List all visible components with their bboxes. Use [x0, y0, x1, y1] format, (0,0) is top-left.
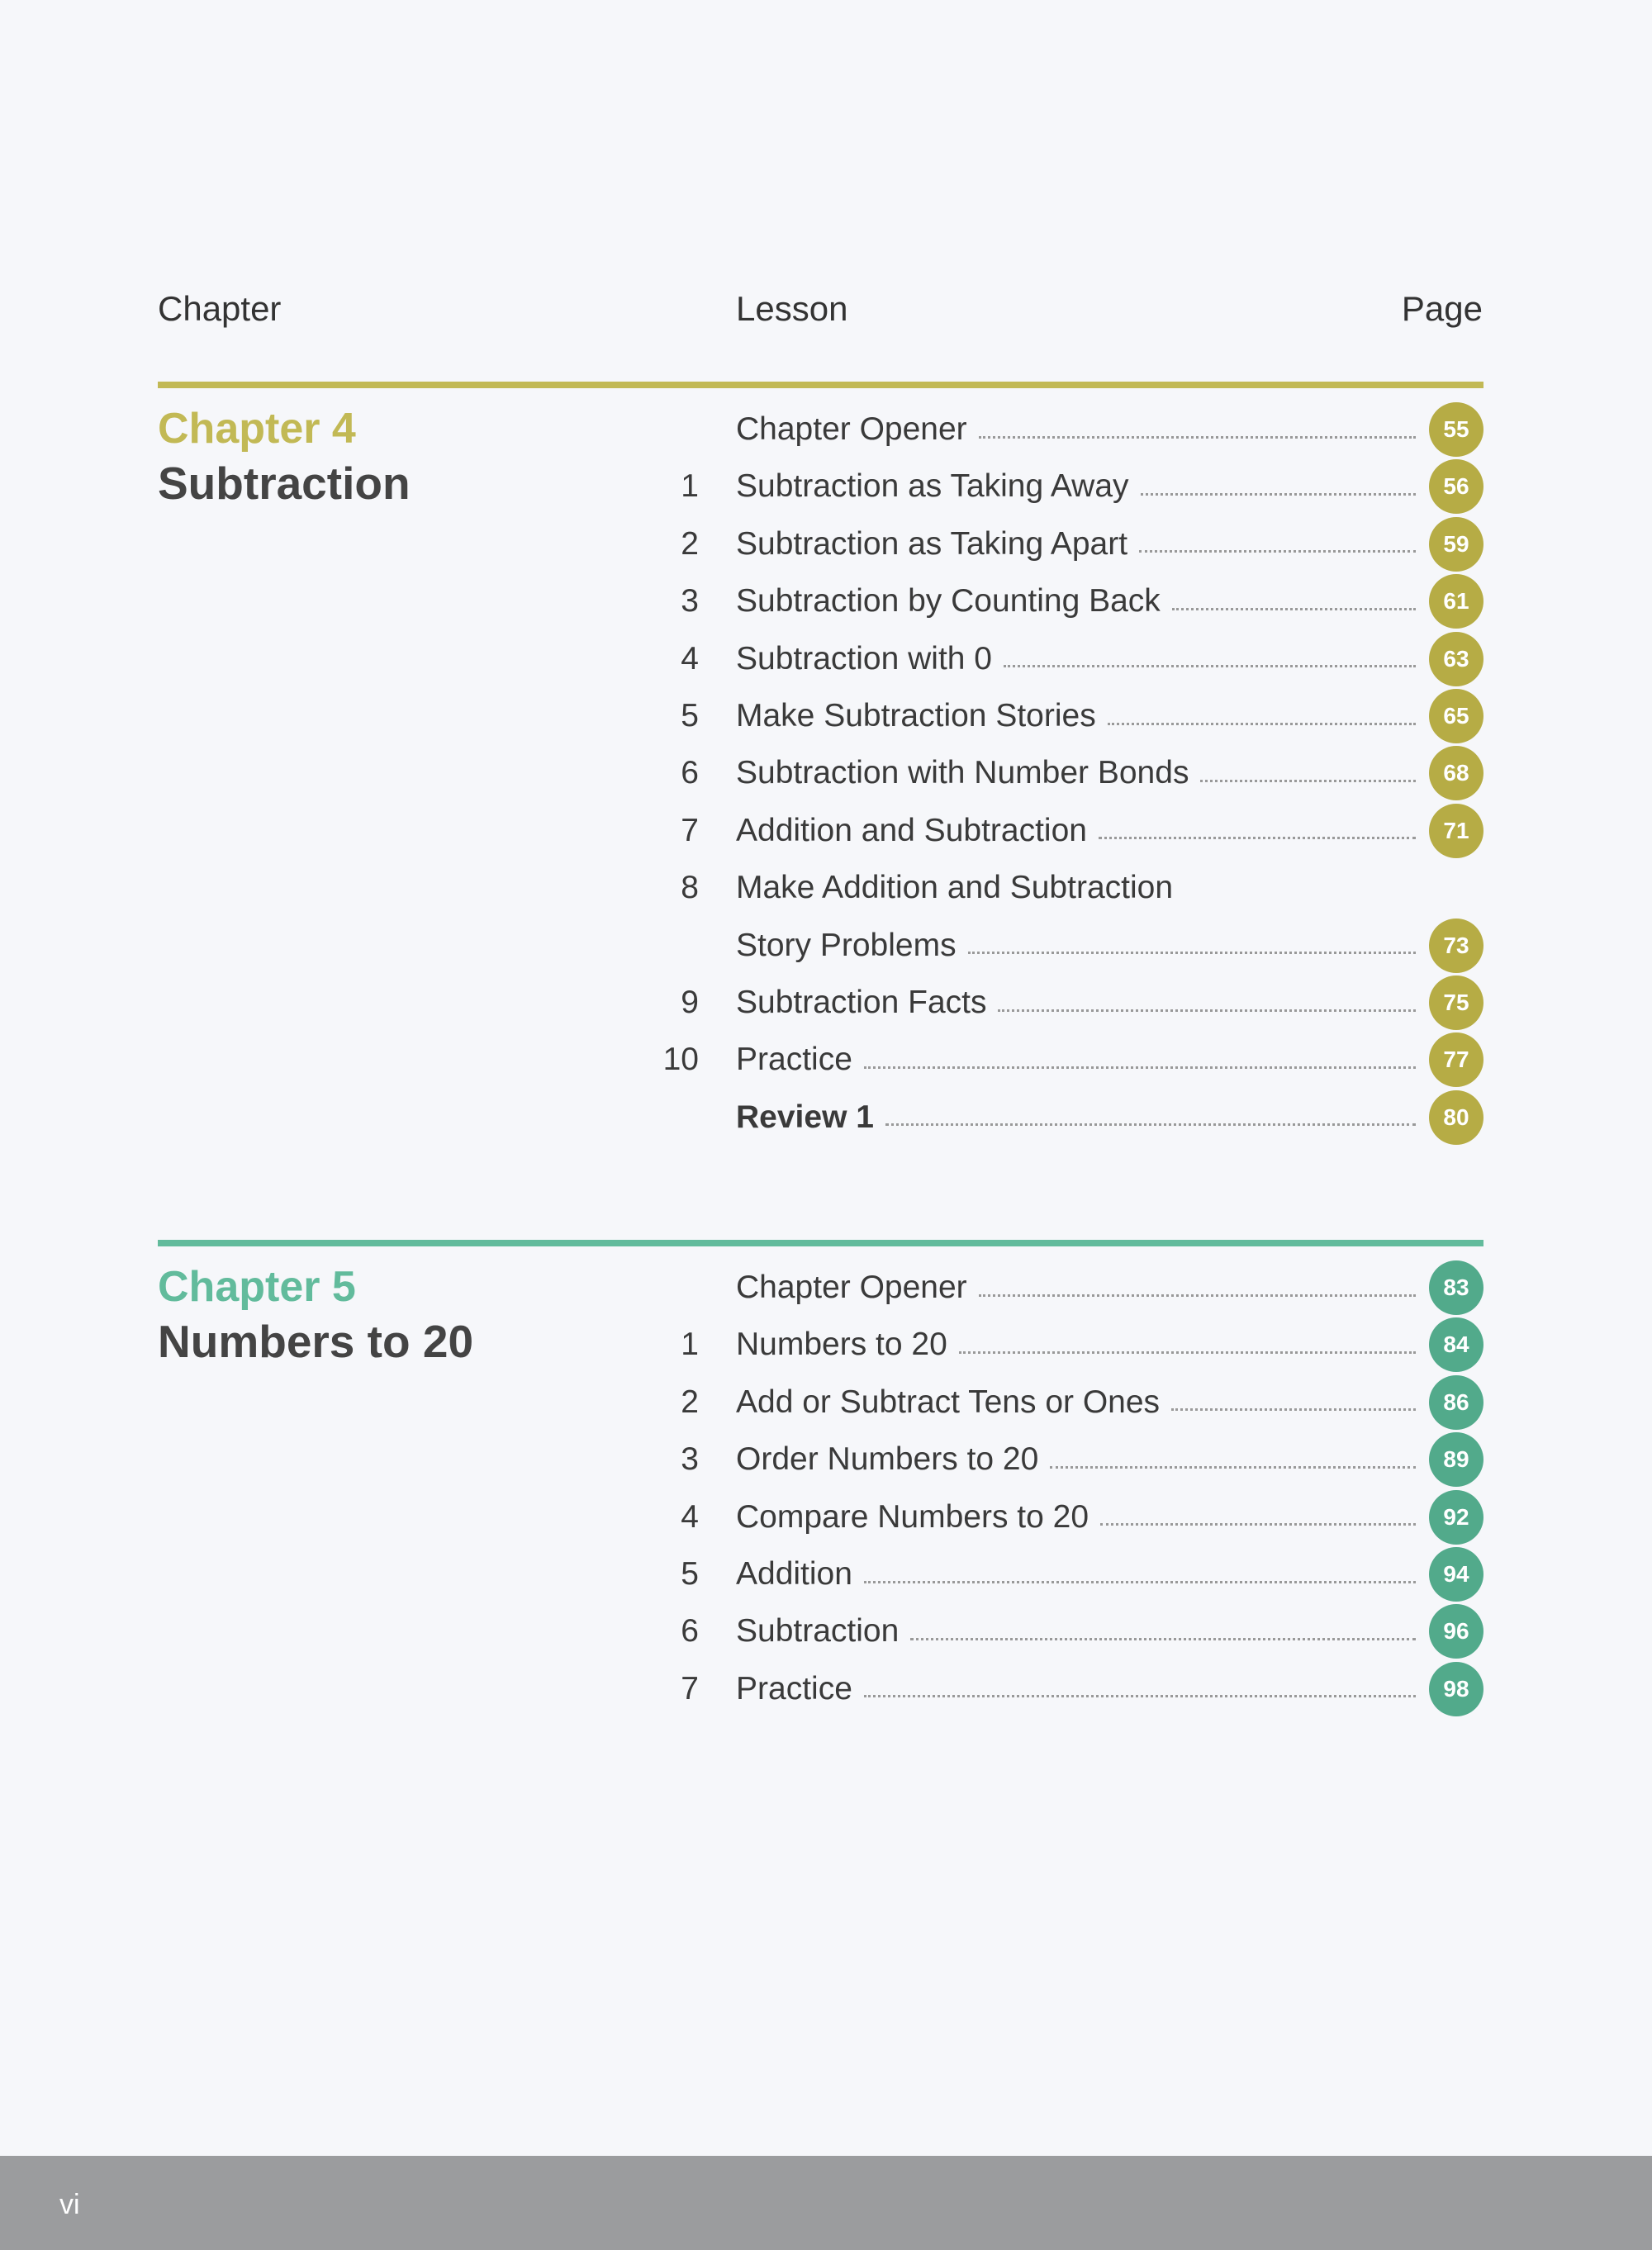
- page-number: vi: [59, 2189, 80, 2220]
- lesson-title: Subtraction with 0: [736, 640, 993, 676]
- chapter-divider: [158, 382, 1483, 388]
- lesson-row[interactable]: [661, 861, 1483, 915]
- lesson-row[interactable]: [661, 919, 1483, 973]
- page-badge: 96: [1429, 1604, 1483, 1659]
- column-header-page: Page: [1401, 289, 1483, 328]
- lesson-number: 6: [681, 1613, 699, 1650]
- dot-leader: [1172, 608, 1416, 610]
- lesson-title: Numbers to 20: [736, 1327, 947, 1363]
- page-badge: 94: [1429, 1547, 1483, 1602]
- lesson-title: Make Subtraction Stories: [736, 698, 1096, 733]
- lesson-row[interactable]: [661, 459, 1483, 514]
- lesson-title: Subtraction by Counting Back: [736, 583, 1161, 619]
- lesson-number: 4: [681, 640, 699, 676]
- lesson-number: 2: [681, 525, 699, 562]
- lesson-row[interactable]: [661, 1090, 1483, 1145]
- dot-leader: [1139, 550, 1416, 553]
- lesson-row[interactable]: [661, 574, 1483, 629]
- page-badge: 61: [1429, 574, 1483, 629]
- lesson-title: Practice: [736, 1042, 852, 1078]
- lesson-title: Chapter Opener: [736, 1270, 967, 1305]
- dot-leader: [979, 436, 1416, 439]
- lesson-row[interactable]: [661, 746, 1483, 800]
- column-header-lesson: Lesson: [736, 289, 848, 328]
- lesson-number: 7: [681, 1670, 699, 1706]
- lesson-number: 3: [681, 1441, 699, 1478]
- dot-leader: [910, 1638, 1416, 1640]
- lesson-row[interactable]: [661, 1490, 1483, 1545]
- lesson-number: 1: [681, 1327, 699, 1363]
- lesson-number: 4: [681, 1498, 699, 1535]
- lesson-title: Subtraction as Taking Away: [736, 468, 1129, 505]
- dot-leader: [864, 1066, 1416, 1069]
- lesson-number: 7: [681, 812, 699, 848]
- lesson-title: Order Numbers to 20: [736, 1441, 1039, 1478]
- lesson-row[interactable]: [661, 1375, 1483, 1430]
- lesson-number: 10: [662, 1042, 699, 1078]
- lesson-title: Subtraction as Taking Apart: [736, 525, 1128, 562]
- chapter-divider: [158, 1240, 1483, 1246]
- lesson-row[interactable]: [661, 1032, 1483, 1087]
- dot-leader: [968, 952, 1416, 954]
- lesson-number: 8: [681, 870, 699, 906]
- lesson-number: 6: [681, 755, 699, 791]
- lesson-title: Subtraction Facts: [736, 985, 987, 1020]
- dot-leader: [885, 1123, 1416, 1126]
- lesson-row[interactable]: [661, 1317, 1483, 1372]
- lesson-row[interactable]: [661, 402, 1483, 457]
- page-badge: 59: [1429, 517, 1483, 572]
- dot-leader: [1200, 780, 1416, 782]
- chapter-title: Numbers to 20: [158, 1316, 474, 1367]
- dot-leader: [998, 1009, 1416, 1012]
- lesson-title: Review 1: [736, 1099, 874, 1135]
- chapter-title: Subtraction: [158, 458, 411, 509]
- lesson-row[interactable]: [661, 1604, 1483, 1659]
- lesson-row[interactable]: [661, 1662, 1483, 1716]
- lesson-row[interactable]: [661, 804, 1483, 858]
- lesson-title: Practice: [736, 1670, 852, 1706]
- page-badge: 55: [1429, 402, 1483, 457]
- lesson-number: 9: [681, 985, 699, 1020]
- lesson-title: Subtraction: [736, 1613, 900, 1650]
- dot-leader: [1099, 837, 1416, 839]
- lesson-title: Addition and Subtraction: [736, 812, 1087, 848]
- page-badge: 65: [1429, 689, 1483, 743]
- lesson-number: 1: [681, 468, 699, 505]
- lesson-row[interactable]: [661, 517, 1483, 572]
- lesson-row[interactable]: [661, 1432, 1483, 1487]
- page-badge: 73: [1429, 919, 1483, 973]
- page-badge: 75: [1429, 975, 1483, 1030]
- dot-leader: [864, 1695, 1416, 1697]
- dot-leader: [1004, 665, 1416, 667]
- page-badge: 89: [1429, 1432, 1483, 1487]
- page-badge: 68: [1429, 746, 1483, 800]
- page-badge: 86: [1429, 1375, 1483, 1430]
- page-footer: [0, 2156, 1652, 2250]
- lesson-title: Subtraction with Number Bonds: [736, 755, 1189, 791]
- lesson-title: Addition: [736, 1556, 852, 1592]
- lesson-row[interactable]: [661, 1260, 1483, 1315]
- page-badge: 84: [1429, 1317, 1483, 1372]
- lesson-number: 5: [681, 698, 699, 733]
- dot-leader: [959, 1351, 1416, 1354]
- lesson-title: Story Problems: [736, 927, 957, 963]
- lesson-title: Compare Numbers to 20: [736, 1498, 1089, 1535]
- lesson-title: Make Addition and Subtraction: [736, 870, 1174, 906]
- page-badge: 56: [1429, 459, 1483, 514]
- lesson-row[interactable]: [661, 632, 1483, 686]
- lesson-number: 3: [681, 583, 699, 619]
- page-badge: 83: [1429, 1260, 1483, 1315]
- dot-leader: [979, 1294, 1416, 1297]
- dot-leader: [1050, 1466, 1416, 1469]
- dot-leader: [1100, 1523, 1416, 1526]
- lesson-title: Add or Subtract Tens or Ones: [736, 1384, 1161, 1420]
- dot-leader: [864, 1581, 1416, 1583]
- chapter-number: Chapter 5: [158, 1263, 356, 1311]
- dot-leader: [1171, 1408, 1416, 1411]
- page-badge: 92: [1429, 1490, 1483, 1545]
- page-badge: 80: [1429, 1090, 1483, 1145]
- lesson-row[interactable]: [661, 975, 1483, 1030]
- page-badge: 71: [1429, 804, 1483, 858]
- column-header-chapter: Chapter: [158, 289, 282, 328]
- lesson-number: 5: [681, 1556, 699, 1592]
- dot-leader: [1141, 493, 1416, 496]
- dot-leader: [1108, 723, 1416, 725]
- lesson-row[interactable]: [661, 1547, 1483, 1602]
- chapter-number: Chapter 4: [158, 405, 356, 453]
- page-badge: 98: [1429, 1662, 1483, 1716]
- lesson-number: 2: [681, 1384, 699, 1420]
- lesson-row[interactable]: [661, 689, 1483, 743]
- lesson-title: Chapter Opener: [736, 411, 967, 447]
- page-badge: 77: [1429, 1032, 1483, 1087]
- page-badge: 63: [1429, 632, 1483, 686]
